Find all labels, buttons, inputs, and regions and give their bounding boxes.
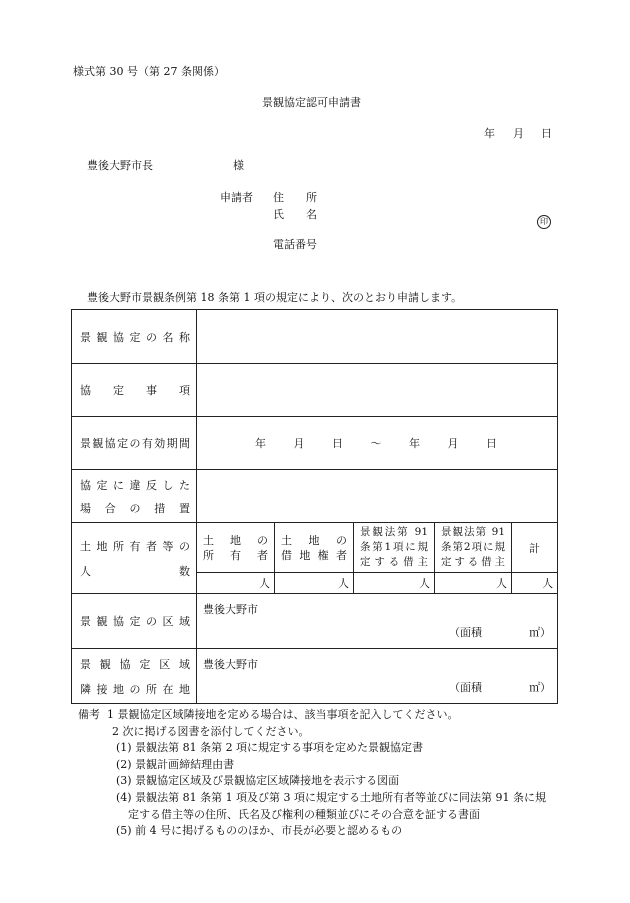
period-start-month: 月	[293, 437, 305, 450]
row-agreement-area	[72, 594, 558, 649]
label-agreement-name: 景観協定の名称	[80, 330, 190, 344]
label-violation-line2: 場合の措置	[80, 501, 190, 515]
period-end-year: 年	[409, 437, 420, 450]
phone-label: 電話番号	[273, 238, 317, 251]
header-leaseholder: 土地の 借地権者	[275, 523, 354, 573]
form-title: 景観協定認可申請書	[262, 96, 361, 109]
adjacent-city-prefix: 豊後大野市	[203, 658, 258, 671]
label-validity-period: 景観協定の有効期間	[80, 437, 190, 450]
field-violation-measures[interactable]	[197, 470, 558, 523]
name-label: 氏 名	[273, 208, 317, 221]
count-borrower-art91-1[interactable]: 人	[354, 573, 435, 594]
intro-text: 豊後大野市景観条例第 18 条第 1 項の規定により、次のとおり申請します。	[87, 291, 463, 304]
row-agreement-matters	[72, 364, 558, 417]
count-total[interactable]: 人	[512, 573, 558, 594]
period-end-day: 日	[486, 437, 497, 450]
notes-section	[78, 707, 546, 840]
date-month-label: 月	[513, 127, 524, 140]
label-agreement-matters: 協定事項	[80, 384, 190, 397]
row-violation-measures	[72, 470, 558, 523]
date-day-label: 日	[541, 127, 552, 140]
period-start-day: 日	[332, 437, 343, 450]
period-end-month: 月	[447, 437, 459, 450]
note-item-3: (3) 景観協定区域及び景観協定区域隣接地を表示する図面	[116, 774, 400, 788]
date-year-label: 年	[484, 127, 495, 140]
row-agreement-name	[72, 310, 558, 364]
note-item-4-cont: 定する借主等の住所、氏名及び権利の種類並びにその合意を証する書面	[128, 807, 480, 821]
field-agreement-matters[interactable]	[197, 364, 558, 417]
label-owners-line1: 土地所有者等の	[80, 539, 190, 553]
application-table	[71, 309, 558, 704]
label-owners-line2: 人数	[80, 564, 190, 578]
address-label: 住 所	[273, 191, 317, 204]
applicant-label: 申請者	[220, 191, 253, 204]
area-size-label: （面積	[449, 626, 482, 639]
label-adjacent-line2: 隣接地の所在地	[80, 682, 190, 696]
row-owners-header	[72, 523, 558, 573]
field-agreement-name[interactable]	[197, 310, 558, 364]
field-agreement-area[interactable]	[197, 594, 558, 649]
field-validity-period[interactable]	[197, 417, 558, 470]
addressee: 豊後大野市長	[87, 159, 153, 172]
label-violation-line1: 協定に違反した	[80, 478, 190, 492]
note-1: 備考 1 景観協定区域隣接地を定める場合は、該当事項を記入してください。	[78, 708, 459, 721]
count-land-owner[interactable]: 人	[197, 573, 275, 594]
note-item-2: (2) 景観計画締結理由書	[116, 757, 235, 771]
area-city-prefix: 豊後大野市	[203, 603, 258, 616]
header-borrower-art91-2: 景観法第 91 条第2項に規 定する借主	[435, 523, 512, 573]
label-agreement-area: 景観協定の区域	[80, 615, 190, 628]
header-borrower-art91-1: 景観法第 91 条第1項に規 定する借主	[354, 523, 435, 573]
period-separator: ～	[370, 437, 382, 450]
period-start-year: 年	[255, 437, 266, 450]
form-number: 様式第 30 号（第 27 条関係）	[73, 65, 225, 78]
note-item-4: (4) 景観法第 81 条第 1 項及び第 3 項に規定する土地所有者等並びに同法第 91 条に規	[116, 790, 547, 804]
note-2: 2 次に掲げる図書を添付してください。	[112, 724, 310, 738]
note-item-1: (1) 景観法第 81 条第 2 項に規定する事項を定めた景観協定書	[116, 741, 424, 755]
honorific: 様	[233, 159, 244, 172]
label-adjacent-line1: 景観協定区域	[80, 657, 190, 671]
adjacent-area-label: （面積	[449, 681, 482, 694]
count-borrower-art91-2[interactable]: 人	[435, 573, 512, 594]
adjacent-area-unit: ㎡）	[529, 681, 552, 694]
seal-mark-icon: 印	[537, 215, 551, 229]
row-adjacent-location	[72, 649, 558, 704]
area-size-unit: ㎡）	[529, 626, 552, 639]
count-leaseholder[interactable]: 人	[275, 573, 354, 594]
note-item-5: (5) 前 4 号に掲げるもののほか、市長が必要と認めるもの	[116, 824, 403, 838]
header-land-owner: 土地の 所有者	[197, 523, 275, 573]
header-total: 計	[512, 523, 558, 573]
row-validity-period	[72, 417, 558, 470]
field-adjacent-location[interactable]	[197, 649, 558, 704]
